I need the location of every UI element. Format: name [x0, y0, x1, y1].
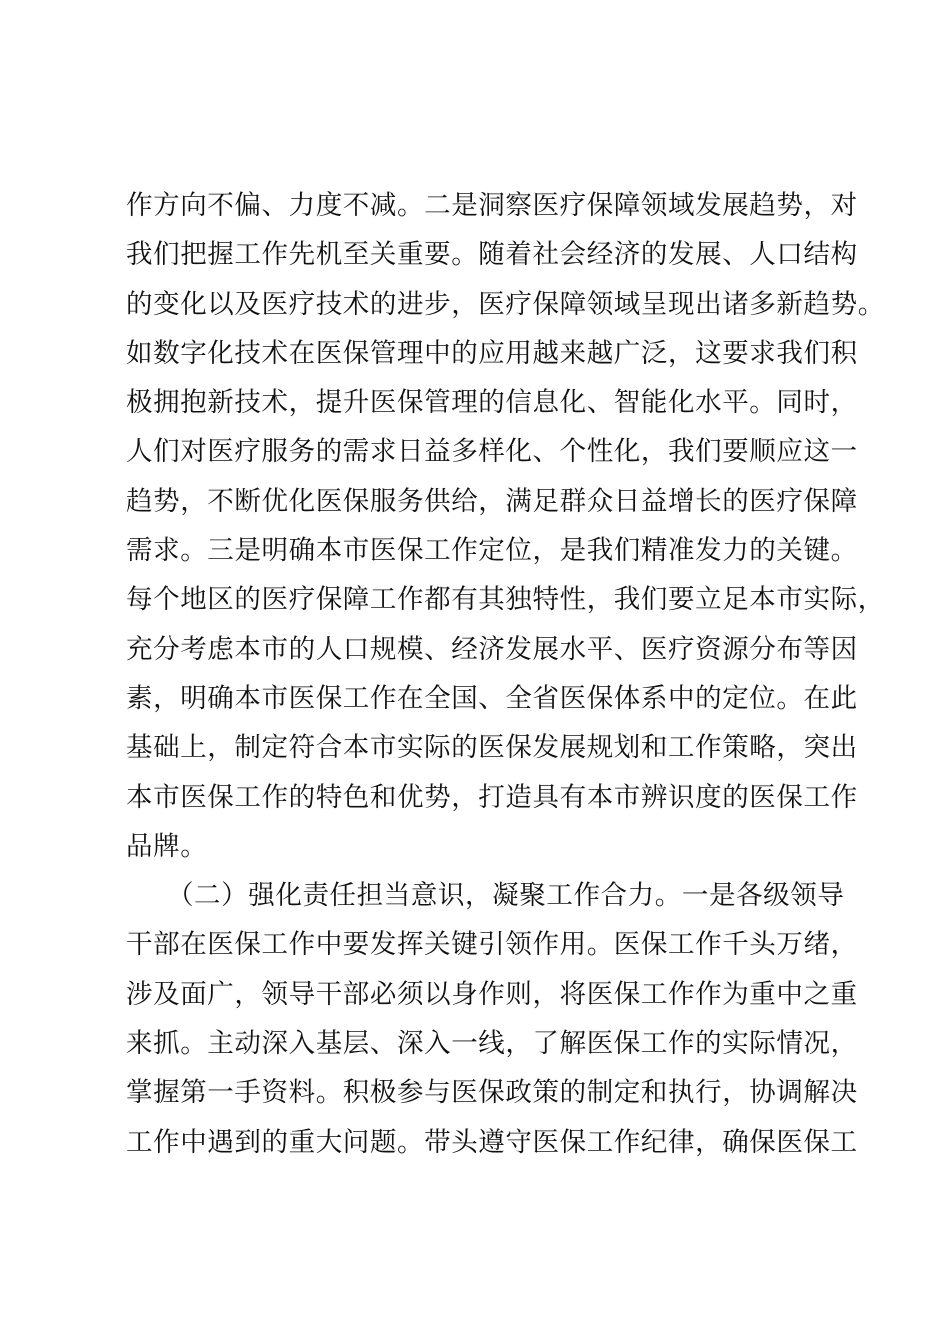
text-line: 来抓。主动深入基层、深入一线，了解医保工作的实际情况， [126, 1028, 858, 1060]
body-text [126, 181, 885, 1167]
text-line: 作方向不偏、力度不减。二是洞察医疗保障领域发展趋势，对 [126, 190, 858, 221]
text-line: 如数字化技术在医保管理中的应用越来越广泛，这要求我们积 [126, 337, 858, 369]
text-line: 我们把握工作先机至关重要。随着社会经济的发展、人口结构 [126, 239, 858, 271]
text-line: 极拥抱新技术，提升医保管理的信息化、智能化水平。同时， [126, 387, 858, 419]
text-line: 本市医保工作的特色和优势，打造具有本市辨识度的医保工作 [126, 781, 858, 813]
text-line: 人们对医疗服务的需求日益多样化、个性化，我们要顺应这一 [126, 436, 858, 468]
text-line: 需求。三是明确本市医保工作定位，是我们精准发力的关键。 [126, 535, 858, 567]
text-line: 品牌。 [126, 830, 208, 862]
text-line: 干部在医保工作中要发挥关键引领作用。医保工作千头万绪， [126, 929, 858, 961]
text-line: 趋势，不断优化医保服务供给，满足群众日益增长的医疗保障 [126, 485, 858, 517]
text-line: 充分考虑本市的人口规模、经济发展水平、医疗资源分布等因 [126, 633, 858, 665]
text-line: 涉及面广，领导干部必须以身作则，将医保工作作为重中之重 [126, 978, 858, 1010]
text-line: 每个地区的医疗保障工作都有其独特性，我们要立足本市实际， [126, 584, 885, 616]
text-line: 基础上，制定符合本市实际的医保发展规划和工作策略，突出 [126, 732, 858, 764]
text-line: 工作中遇到的重大问题。带头遵守医保工作纪律，确保医保工 [126, 1126, 858, 1158]
text-line: 素，明确本市医保工作在全国、全省医保体系中的定位。在此 [126, 682, 858, 714]
text-line: 掌握第一手资料。积极参与医保政策的制定和执行，协调解决 [126, 1077, 858, 1109]
text-line: 的变化以及医疗技术的进步，医疗保障领域呈现出诸多新趋势。 [126, 288, 885, 320]
section-heading-line: （二）强化责任担当意识，凝聚工作合力。一是各级领导 [126, 880, 845, 912]
